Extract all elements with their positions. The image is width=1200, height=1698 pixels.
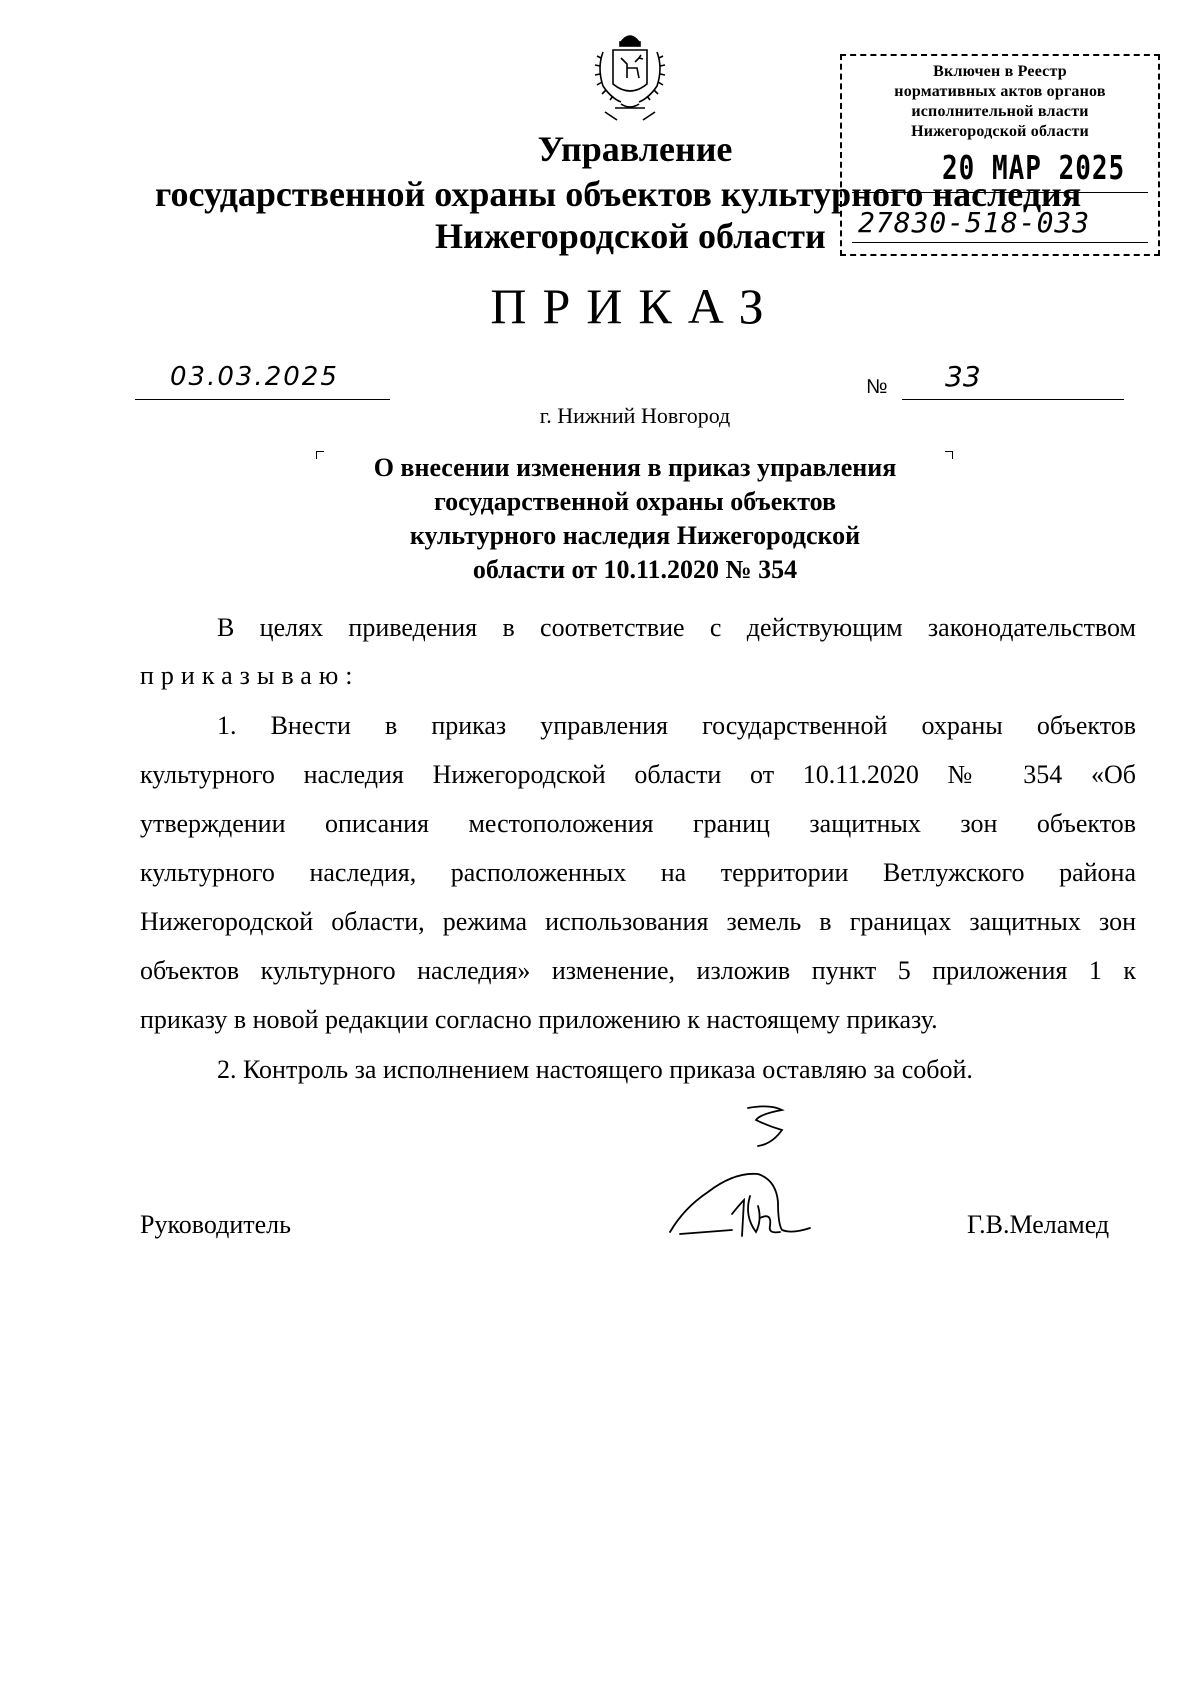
stamp-line-2: нормативных актов органов [894,83,1106,100]
order-date: 03.03.2025 [170,362,339,392]
agency-name-line-2: государственной охраны объектов культурного наследия [155,174,1082,214]
order-city: г. Нижний Новгород [539,403,731,428]
stamp-line-3: исполнительной власти [911,103,1089,120]
body-line-1: В целях приведения в соответствие с действующим законодательством [217,613,1136,642]
agency-name-line-3: Нижегородской области [435,216,826,256]
registry-stamp [840,54,1160,256]
coat-of-arms-icon [591,28,669,128]
body-line-3: 1. Внести в приказ управления государственной охраны объектов [217,711,1136,740]
stamp-date-underline [852,192,1148,193]
stamp-registration-number: 27830-518-033 [858,206,1091,239]
stamp-registration-underline [852,242,1148,243]
body-line-8: объектов культурного наследия» изменение, изложив пункт 5 приложения 1 к [140,956,1136,985]
order-number-sign: № [866,376,888,398]
order-number: 33 [945,360,981,393]
body-line-2: приказываю: [140,661,360,690]
body-line-6: культурного наследия, расположенных на территории Ветлужского района [140,858,1136,887]
subject-line-2: государственной охраны объектов [433,487,837,516]
order-number-underline [902,399,1124,400]
signatory-name: Г.В.Меламед [967,1210,1110,1239]
subject-line-1: О внесении изменения в приказ управления [373,453,897,482]
document-title: ПРИКАЗ [490,278,780,334]
body-line-10: 2. Контроль за исполнением настоящего приказа оставляю за собой. [217,1055,973,1084]
body-line-4: культурного наследия Нижегородской области от 10.11.2020 № 354 «Об [140,760,1136,789]
stamp-line-1: Включен в Реестр [933,63,1067,80]
order-date-underline [135,399,390,400]
subject-line-3: культурного наследия Нижегородской [409,521,861,550]
body-line-5: утверждении описания местоположения границ защитных зон объектов [140,809,1136,838]
stamp-line-4: Нижегородской области [911,123,1089,140]
handwritten-signature-icon [660,1100,830,1250]
body-line-9: приказу в новой редакции согласно приложению к настоящему приказу. [140,1005,938,1034]
subject-line-4: области от 10.11.2020 № 354 [472,555,798,584]
agency-name-line-1: Управление [537,129,733,169]
signatory-title: Руководитель [140,1210,291,1239]
stamp-date: 20 МАР 2025 [942,150,1126,188]
body-line-7: Нижегородской области, режима использования земель в границах защитных зон [140,907,1136,936]
